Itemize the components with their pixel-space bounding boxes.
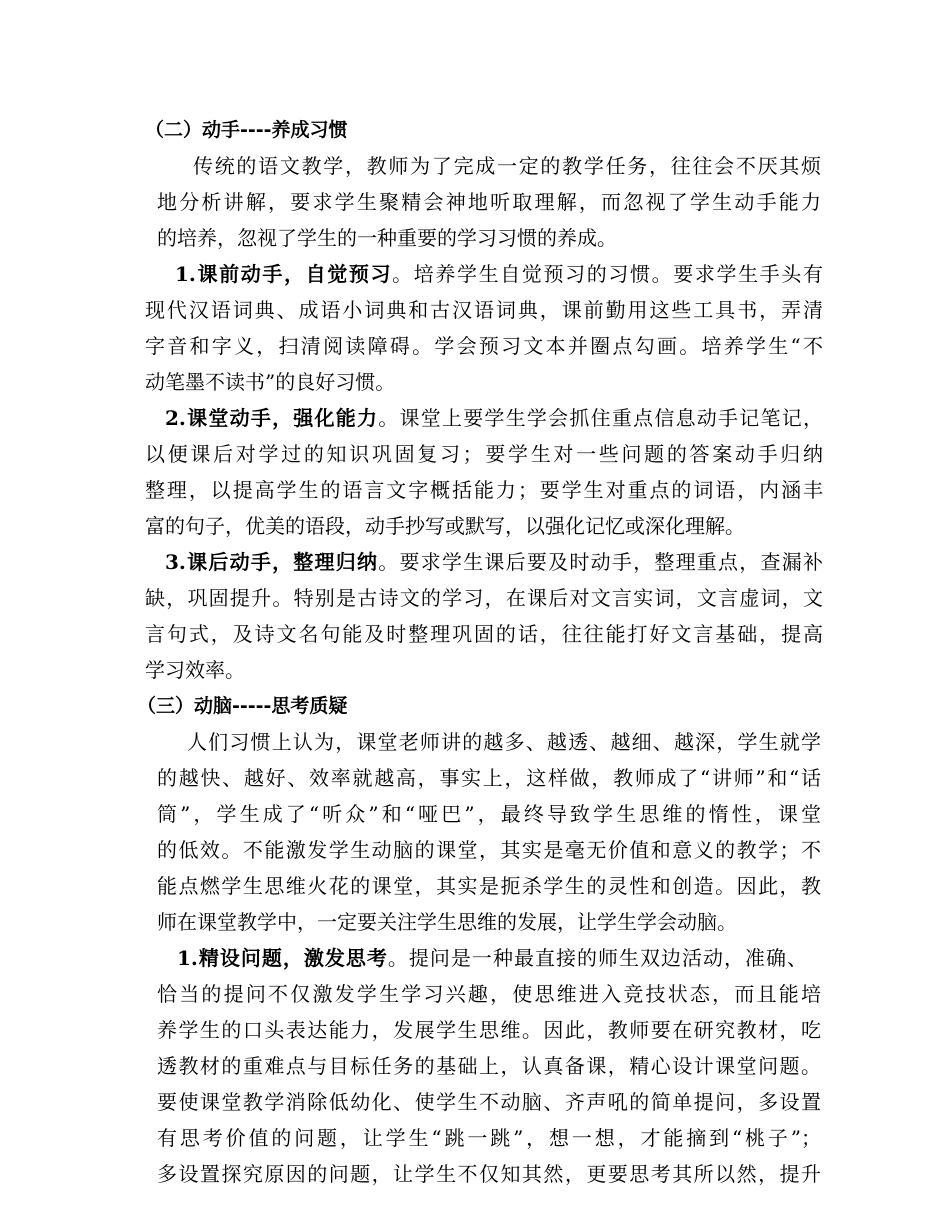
text-line [157,868,821,904]
text-line [157,184,821,220]
text-line [145,652,255,688]
line-text: 的低效。不能激发学生动脑的课堂，其实是毫无价值和意义的教学；不 [157,838,821,862]
text-line [157,1048,821,1084]
text-line [145,364,405,400]
line-text: 传统的语文教学，教师为了完成一定的教学任务，往往会不厌其烦 [193,154,821,178]
bold-lead-phrase: 1.精设问题，激发思考 [177,946,388,970]
line-text: 。要求学生课后要及时动手，整理重点，查漏补 [378,550,823,574]
text-line [175,256,823,292]
line-text: 地分析讲解，要求学生聚精会神地听取理解，而忽视了学生动手能力 [157,190,821,214]
text-line [157,976,821,1012]
line-text: 人们习惯上认为，课堂老师讲的越多、越透、越细、越深，学生就学 [187,730,821,754]
text-line [157,904,785,940]
text-line [157,1120,821,1156]
line-text: 的越快、越好、效率就越高，事实上，这样做，教师成了“讲师”和“话 [157,766,821,790]
text-line [145,328,823,364]
bold-lead-phrase: 3.课后动手，整理归纳 [165,550,379,574]
text-line [165,544,823,580]
line-text: 以便课后对学过的知识巩固复习；要学生对一些问题的答案动手归纳 [145,442,823,466]
document-body [137,112,825,1192]
bold-lead-phrase: 1.课前动手，自觉预习 [175,262,393,286]
section-heading [137,688,387,724]
line-text: 整理，以提高学生的语言文字概括能力；要学生对重点的词语，内涵丰 [145,478,823,502]
line-text: 字音和字义，扫清阅读障碍。学会预习文本并圈点勾画。培养学生“不 [145,334,823,358]
section-heading [145,112,385,148]
text-line [145,472,823,508]
text-line [145,436,823,472]
line-text: 筒”，学生成了“听众”和“哑巴”，最终导致学生思维的惰性，课堂 [157,802,821,826]
line-text: 有思考价值的问题，让学生“跳一跳”，想一想，才能摘到“桃子”； [157,1126,821,1150]
text-line [157,220,677,256]
line-text: 养学生的口头表达能力，发展学生思维。因此，教师要在研究教材，吃 [157,1018,821,1042]
line-text: 动笔墨不读书”的良好习惯。 [145,370,396,394]
line-text: 师在课堂教学中，一定要关注学生思维的发展，让学生学会动脑。 [157,910,737,934]
text-line [157,832,821,868]
text-line [157,760,821,796]
text-line [157,1156,821,1192]
line-text: （三）动脑-----思考质疑 [137,695,348,717]
line-text: 能点燃学生思维火花的课堂，其实是扼杀学生的灵性和创造。因此，教 [157,874,821,898]
text-line [157,1012,821,1048]
line-text: 要使课堂教学消除低幼化、使学生不动脑、齐声吼的简单提问，多设置 [157,1090,821,1114]
line-text: 的培养，忽视了学生的一种重要的学习习惯的养成。 [157,226,617,250]
line-text: 学习效率。 [145,658,245,682]
text-line [145,616,823,652]
line-text: 恰当的提问不仅激发学生学习兴趣，使思维进入竞技状态，而且能培 [157,982,821,1006]
text-line [157,796,821,832]
text-line [193,148,821,184]
line-text: 富的句子，优美的语段，动手抄写或默写，以强化记忆或深化理解。 [145,514,745,538]
line-text: 现代汉语词典、成语小词典和古汉语词典，课前勤用这些工具书，弄清 [145,298,823,322]
text-line [165,400,823,436]
text-line [177,940,807,976]
text-line [145,292,823,328]
line-text: 透教材的重难点与目标任务的基础上，认真备课，精心设计课堂问题。 [157,1054,821,1078]
line-text: 多设置探究原因的问题，让学生不仅知其然，更要思考其所以然，提升 [157,1162,821,1186]
line-text: 。课堂上要学生学会抓住重点信息动手记笔记， [378,406,823,430]
text-line [187,724,821,760]
text-line [145,580,823,616]
line-text: 缺，巩固提升。特别是古诗文的学习，在课后对文言实词，文言虚词，文 [145,586,823,610]
bold-lead-phrase: 2.课堂动手，强化能力 [165,406,379,430]
text-line [157,1084,821,1120]
line-text: 言句式，及诗文名句能及时整理巩固的话，往往能打好文言基础，提高 [145,622,823,646]
line-text: 。培养学生自觉预习的习惯。要求学生手头有 [392,262,823,286]
text-line [145,508,815,544]
line-text: 。提问是一种最直接的师生双边活动，准确、 [387,946,807,970]
line-text: （二）动手----养成习惯 [145,119,348,141]
